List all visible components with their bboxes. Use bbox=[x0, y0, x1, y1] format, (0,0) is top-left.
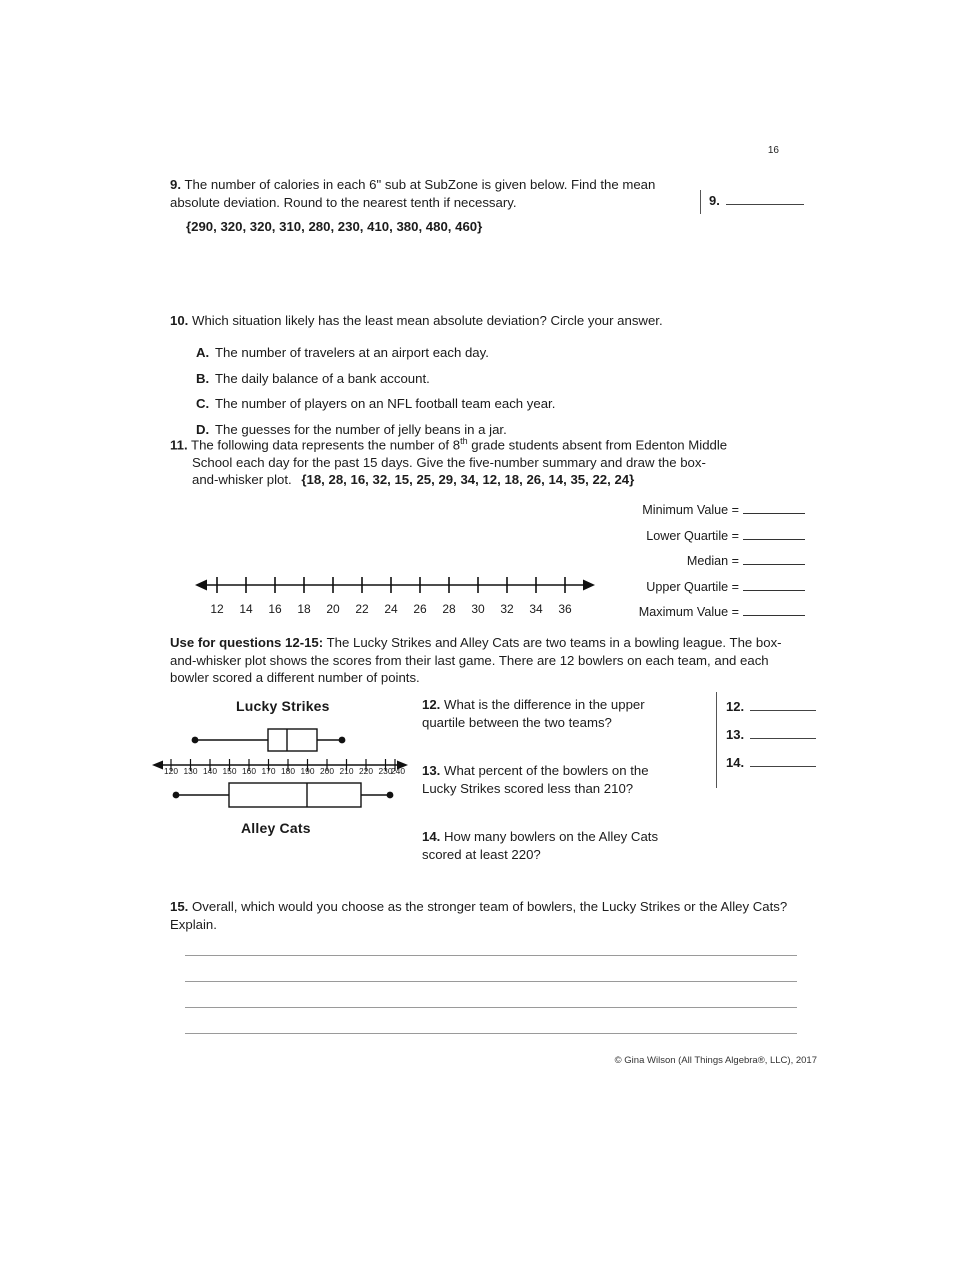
choice-b-text: The daily balance of a bank account. bbox=[215, 370, 430, 386]
question-11-text-line3: and-whisker plot. bbox=[192, 472, 292, 488]
tick-label: 28 bbox=[442, 602, 456, 616]
answer-blank[interactable] bbox=[743, 553, 805, 565]
question-13-answer-line[interactable] bbox=[717, 714, 816, 742]
tick-label: 24 bbox=[384, 602, 398, 616]
answer-blank[interactable] bbox=[743, 579, 805, 591]
question-9-text: The number of calories in each 6" sub at SubZone is given below. Find the mean absolute deviation. Round to the nearest tenth if necessary. bbox=[170, 177, 656, 210]
question-9-answer-label: 9. bbox=[709, 193, 720, 208]
question-14-answer-line[interactable] bbox=[717, 742, 816, 770]
alley-cats-plot bbox=[173, 783, 394, 807]
summary-median-label: Median = bbox=[686, 554, 739, 569]
question-15-number: 15. bbox=[170, 899, 189, 914]
question-11-text-line1b: grade students absent from Edenton Middle bbox=[467, 437, 728, 453]
summary-upper-quartile-label: Upper Quartile = bbox=[646, 579, 739, 594]
tick-label: 180 bbox=[281, 766, 295, 776]
box-plot-tick-labels bbox=[152, 766, 408, 778]
tick-label: 120 bbox=[164, 766, 178, 776]
tick-label: 32 bbox=[500, 602, 514, 616]
tick-label: 16 bbox=[268, 602, 282, 616]
question-15-text: Overall, which would you choose as the stronger team of bowlers, the Lucky Strikes or the Alley Cats? Explain. bbox=[170, 899, 788, 932]
question-10-text: Which situation likely has the least mean absolute deviation? Circle your answer. bbox=[192, 313, 663, 328]
answer-blank[interactable] bbox=[743, 604, 805, 616]
summary-upper-quartile[interactable] bbox=[560, 575, 805, 601]
question-12 bbox=[422, 696, 682, 731]
tick-label: 140 bbox=[203, 766, 217, 776]
write-line[interactable] bbox=[185, 930, 797, 956]
write-line[interactable] bbox=[185, 956, 797, 982]
question-11-number-line[interactable] bbox=[195, 570, 595, 620]
number-line-tick-labels bbox=[195, 602, 595, 618]
question-9-answer-line[interactable] bbox=[701, 190, 804, 208]
question-9-dataset: {290, 320, 320, 310, 280, 230, 410, 380, 480, 460} bbox=[186, 219, 483, 234]
lucky-strikes-title: Lucky Strikes bbox=[236, 698, 330, 714]
choice-c-text: The number of players on an NFL football team each year. bbox=[215, 396, 556, 412]
tick-label: 170 bbox=[261, 766, 276, 776]
question-14-number: 14. bbox=[422, 829, 441, 844]
question-14-text: How many bowlers on the Alley Cats scored at least 220? bbox=[422, 829, 659, 862]
question-12-answer-line[interactable] bbox=[717, 692, 816, 714]
alley-cats-title: Alley Cats bbox=[241, 820, 311, 836]
question-13-text: What percent of the bowlers on the Lucky Strikes scored less than 210? bbox=[422, 763, 649, 796]
choice-d-letter: D. bbox=[196, 422, 210, 438]
question-13-number: 13. bbox=[422, 763, 441, 778]
question-12-text: What is the difference in the upper quartile between the two teams? bbox=[422, 697, 645, 730]
choice-c[interactable] bbox=[196, 391, 816, 417]
question-11-text-line2: School each day for the past 15 days. Give the five-number summary and draw the box- bbox=[192, 454, 706, 470]
tick-label: 18 bbox=[297, 602, 311, 616]
choice-d-text: The guesses for the number of jelly beans in a jar. bbox=[215, 422, 507, 438]
question-10 bbox=[170, 312, 790, 330]
tick-label: 20 bbox=[326, 602, 340, 616]
question-11-text-line1: The following data represents the number of 8 bbox=[191, 437, 461, 453]
summary-lower-quartile[interactable] bbox=[560, 524, 805, 550]
question-14 bbox=[422, 828, 690, 863]
answer-blank[interactable] bbox=[726, 192, 804, 205]
question-11-dataset: {18, 28, 16, 32, 15, 25, 29, 34, 12, 18, 26, 14, 35, 22, 24} bbox=[301, 472, 635, 488]
tick-label: 130 bbox=[183, 766, 198, 776]
question-9-number: 9. bbox=[170, 177, 181, 192]
bowling-intro bbox=[170, 634, 800, 687]
question-11-superscript: th bbox=[460, 436, 468, 446]
tick-label: 14 bbox=[239, 602, 253, 616]
question-14-answer-label: 14. bbox=[726, 755, 745, 770]
question-12-number: 12. bbox=[422, 697, 441, 712]
summary-lower-quartile-label: Lower Quartile = bbox=[646, 528, 739, 543]
bowling-intro-text: The Lucky Strikes and Alley Cats are two teams in a bowling league. The box-and-whisker plot shows the scores from their last game. There are 12 bowlers on each team, and each bowler scored a different number of points. bbox=[170, 635, 782, 686]
tick-label: 210 bbox=[339, 766, 354, 776]
tick-label: 190 bbox=[300, 766, 315, 776]
question-12-answer-label: 12. bbox=[726, 699, 745, 714]
number-line-axis bbox=[195, 570, 595, 600]
question-10-number: 10. bbox=[170, 313, 189, 328]
summary-minimum-label: Minimum Value = bbox=[642, 503, 739, 517]
choice-a[interactable] bbox=[196, 340, 816, 366]
question-13-answer-label: 13. bbox=[726, 727, 745, 742]
question-15 bbox=[170, 898, 800, 933]
write-line[interactable] bbox=[185, 982, 797, 1008]
five-number-summary bbox=[560, 498, 805, 626]
tick-label: 26 bbox=[413, 602, 427, 616]
tick-label: 240 bbox=[391, 766, 405, 776]
bowling-intro-bold: Use for questions 12-15: bbox=[170, 635, 324, 650]
answer-blank[interactable] bbox=[750, 754, 816, 767]
tick-label: 34 bbox=[529, 602, 543, 616]
summary-median[interactable] bbox=[560, 549, 805, 575]
question-9-answer-box[interactable] bbox=[700, 190, 804, 214]
tick-label: 36 bbox=[558, 602, 572, 616]
choice-c-letter: C. bbox=[196, 396, 210, 412]
summary-maximum-label: Maximum Value = bbox=[638, 605, 739, 620]
question-9 bbox=[170, 176, 675, 211]
tick-label: 150 bbox=[222, 766, 237, 776]
question-11 bbox=[170, 436, 810, 489]
choice-b[interactable] bbox=[196, 366, 816, 392]
question-10-choices bbox=[196, 340, 816, 443]
tick-label: 220 bbox=[359, 766, 373, 776]
copyright-notice: © Gina Wilson (All Things Algebra®, LLC), 2017 bbox=[614, 1055, 817, 1066]
choice-a-text: The number of travelers at an airport each day. bbox=[215, 345, 489, 360]
question-11-number: 11. bbox=[170, 437, 188, 453]
answer-blank[interactable] bbox=[743, 528, 805, 540]
summary-minimum[interactable] bbox=[560, 498, 805, 524]
page-number: 16 bbox=[767, 145, 779, 156]
tick-label: 30 bbox=[471, 602, 485, 616]
tick-label: 12 bbox=[210, 602, 224, 616]
answer-blank[interactable] bbox=[750, 698, 816, 711]
question-15-answer-lines[interactable] bbox=[185, 930, 797, 1034]
tick-label: 230 bbox=[378, 766, 393, 776]
choice-b-letter: B. bbox=[196, 370, 210, 386]
write-line[interactable] bbox=[185, 1008, 797, 1034]
tick-label: 22 bbox=[355, 602, 369, 616]
answer-blank[interactable] bbox=[743, 502, 805, 514]
lucky-strikes-plot bbox=[192, 729, 346, 751]
tick-label: 200 bbox=[320, 766, 334, 776]
summary-maximum[interactable] bbox=[560, 600, 805, 626]
question-13 bbox=[422, 762, 684, 797]
choice-a-letter: A. bbox=[196, 345, 210, 360]
questions-12-14-answer-box[interactable] bbox=[716, 692, 816, 788]
answer-blank[interactable] bbox=[750, 726, 816, 739]
tick-label: 160 bbox=[242, 766, 256, 776]
